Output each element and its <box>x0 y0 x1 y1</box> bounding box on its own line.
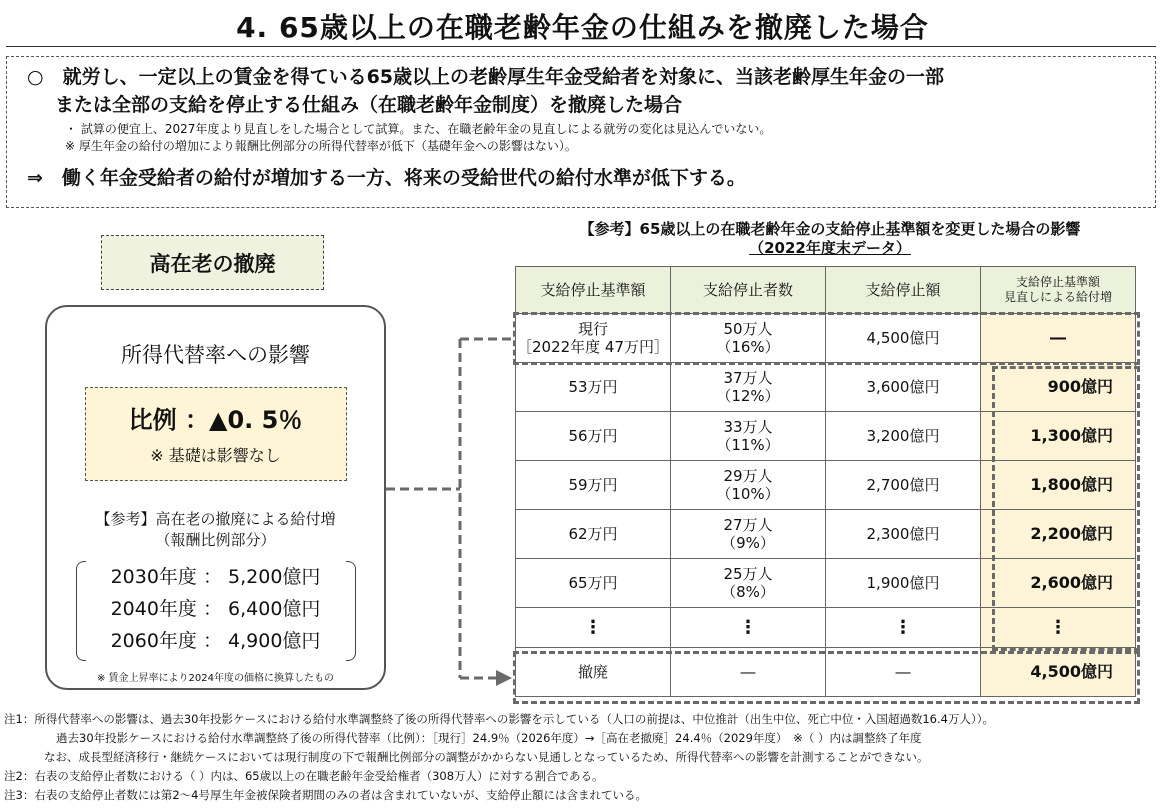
cell-benefit-increase: ⋮ <box>981 608 1136 648</box>
header-suspended-count: 支給停止者数 <box>671 267 826 314</box>
cell-threshold: 59万円 <box>516 461 671 510</box>
footnote-3: 注3：右表の支給停止者数には第2～4号厚生年金被保険者期間のみの者は含まれていないが、支給停止額には含まれている。 <box>4 788 647 802</box>
cell-benefit-increase: 2,600億円 <box>981 559 1136 608</box>
benefit-ref-subtitle: （報酬比例部分） <box>155 531 276 549</box>
impact-highlight <box>85 387 347 481</box>
cell-suspended-count: ⋮ <box>671 608 826 648</box>
cell-threshold: 撤廃 <box>516 648 671 697</box>
cell-benefit-increase: 1,300億円 <box>981 412 1136 461</box>
cell-suspended-amount: 4,500億円 <box>826 314 981 363</box>
cell-suspended-count: ― <box>671 648 826 697</box>
cell-suspended-amount: ― <box>826 648 981 697</box>
suspension-table <box>515 266 1136 697</box>
table-row <box>516 648 1136 697</box>
table-row <box>516 412 1136 461</box>
cell-threshold: 62万円 <box>516 510 671 559</box>
cell-suspended-count: 25万人 （8%） <box>671 559 826 608</box>
cell-threshold: ⋮ <box>516 608 671 648</box>
header-threshold: 支給停止基準額 <box>516 267 671 314</box>
cell-suspended-count: 50万人 （16%） <box>671 314 826 363</box>
footnote-1: 注1：所得代替率への影響は、過去30年投影ケースにおける給付水準調整終了後の所得代替率への影響を示している（人口の前提は、中位推計（出生中位、死亡中位・入国超過数16.4万人））。 <box>4 712 994 726</box>
cell-suspended-amount: 3,600億円 <box>826 363 981 412</box>
abolition-tag: 高在老の撤廃 <box>101 235 324 290</box>
cell-benefit-increase: 900億円 <box>981 363 1136 412</box>
footnote-1-remark: なお、成長型経済移行・継続ケースにおいては現行制度の下で報酬比例部分の調整がかからない見通しとなっているため、所得代替率への影響を計測することができない。 <box>44 750 929 764</box>
bracket-left <box>76 561 86 661</box>
cell-suspended-amount: 3,200億円 <box>826 412 981 461</box>
summary-line-2: または全部の支給を停止する仕組み（在職老齢年金制度）を撤廃した場合 <box>55 94 683 116</box>
table-title-sub: （2022年度末データ） <box>749 239 911 257</box>
impact-value: 比例 ：▲0. 5％ <box>128 406 303 434</box>
benefit-ref-note: ※ 賃金上昇率により2024年度の価格に換算したもの <box>96 673 334 684</box>
impact-basic-note: ※ 基礎は影響なし <box>150 446 281 465</box>
table-row <box>516 608 1136 648</box>
cell-benefit-increase: 4,500億円 <box>981 648 1136 697</box>
table-title-main: 【参考】65歳以上の在職老齢年金の支給停止基準額を変更した場合の影響 <box>579 220 1081 238</box>
table-row <box>516 314 1136 363</box>
table-header-row <box>516 267 1136 314</box>
arrow-head-icon <box>496 670 512 686</box>
summary-box <box>6 56 1156 208</box>
table-row <box>516 559 1136 608</box>
impact-panel <box>45 305 386 690</box>
cell-suspended-amount: 2,300億円 <box>826 510 981 559</box>
table-row <box>516 461 1136 510</box>
summary-conclusion: ⇒ 働く年金受給者の給付が増加する一方、将来の受給世代の給付水準が低下する。 <box>27 167 746 189</box>
cell-threshold: 56万円 <box>516 412 671 461</box>
cell-suspended-count: 27万人 （9%） <box>671 510 826 559</box>
impact-title: 所得代替率への影響 <box>121 343 310 367</box>
cell-suspended-count: 29万人 （10%） <box>671 461 826 510</box>
header-suspended-amount: 支給停止額 <box>826 267 981 314</box>
footnote-2: 注2：右表の支給停止者数における（ ）内は、65歳以上の在職老齢年金受給権者（308万人）に対する割合である。 <box>4 769 604 783</box>
cell-threshold: 65万円 <box>516 559 671 608</box>
title-divider <box>6 46 1156 47</box>
table-row <box>516 363 1136 412</box>
summary-note-2: ※ 厚生年金の給付の増加により報酬比例部分の所得代替率が低下（基礎年金への影響はない）。 <box>65 139 577 153</box>
cell-suspended-amount: ⋮ <box>826 608 981 648</box>
page-title: 4. 65歳以上の在職老齢年金の仕組みを撤廃した場合 <box>236 11 929 44</box>
bracket-right <box>346 561 356 661</box>
summary-note-1: ・ 試算の便宜上、2027年度より見直しをした場合として試算。また、在職老齢年金の見直しによる就労の変化は見込んでいない。 <box>65 122 772 136</box>
benefit-item-2040: 2040年度 ： 6,400億円 <box>110 598 321 620</box>
cell-suspended-amount: 1,900億円 <box>826 559 981 608</box>
benefit-ref-title: 【参考】高在老の撤廃による給付増 <box>95 510 336 528</box>
benefit-item-2030: 2030年度 ： 5,200億円 <box>110 566 321 588</box>
footnotes <box>4 710 1162 805</box>
cell-suspended-amount: 2,700億円 <box>826 461 981 510</box>
cell-threshold: 53万円 <box>516 363 671 412</box>
table-row <box>516 510 1136 559</box>
cell-threshold: 現行 ［2022年度 47万円］ <box>516 314 671 363</box>
footnote-1-detail: 過去30年投影ケースにおける給付水準調整終了後の所得代替率（比例）：［現行］24.9％（2026年度）→［高在老撤廃］24.4％（2029年度） ※（ ）内は調整終了年度 <box>56 731 922 745</box>
summary-line-1: ○ 就労し、一定以上の賃金を得ている65歳以上の老齢厚生年金受給者を対象に、当該老齢厚生年金の一部 <box>27 66 945 88</box>
benefit-ref-list <box>76 561 356 661</box>
benefit-item-2060: 2060年度 ： 4,900億円 <box>110 630 321 652</box>
cell-benefit-increase: ― <box>981 314 1136 363</box>
table-title <box>510 220 1150 258</box>
cell-benefit-increase: 1,800億円 <box>981 461 1136 510</box>
cell-suspended-count: 37万人 （12%） <box>671 363 826 412</box>
cell-benefit-increase: 2,200億円 <box>981 510 1136 559</box>
cell-suspended-count: 33万人 （11%） <box>671 412 826 461</box>
header-benefit-increase: 支給停止基準額 見直しによる給付増 <box>981 267 1136 314</box>
